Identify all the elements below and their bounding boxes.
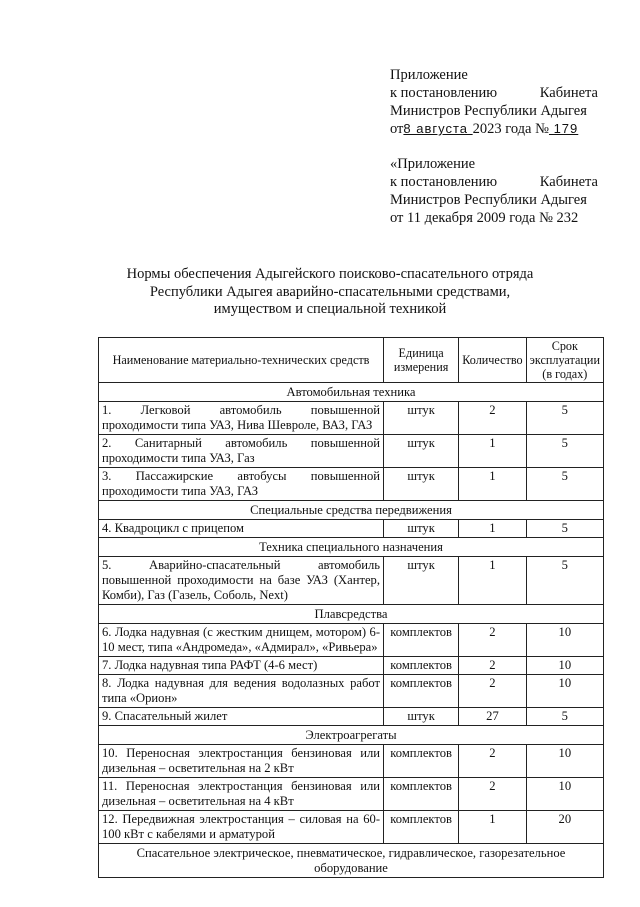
title-line-1: Нормы обеспечения Адыгейского поисково-спасательного отряда	[126, 266, 534, 282]
decree-line	[390, 84, 598, 102]
col-term-header: Срок эксплуатации (в годах)	[526, 338, 603, 383]
table-row	[99, 435, 604, 468]
item-name: 1. Легковой автомобиль повышенной проходимости типа УАЗ, Нива Шевроле, ВАЗ, ГАЗ	[99, 402, 384, 435]
item-name: 10. Переносная электростанция бензиновая или дизельная – осветительная на 2 кВт	[99, 745, 384, 778]
item-name: 2. Санитарный автомобиль повышенной проходимости типа УАЗ, Газ	[99, 435, 384, 468]
table-row	[99, 557, 604, 605]
item-service-life: 5	[526, 435, 603, 468]
item-service-life: 10	[526, 675, 603, 708]
col-name-header: Наименование материально-технических средств	[99, 338, 384, 383]
decree-label-2: к постановлению	[390, 174, 498, 190]
col-unit-header: Единица измерения	[384, 338, 459, 383]
table-row	[99, 402, 604, 435]
decree-date-line-2: от 11 декабря 2009 года № 232	[390, 210, 579, 226]
table-row	[99, 675, 604, 708]
cabinet-label-2: Кабинета	[539, 174, 598, 190]
ministers-label: Министров Республики Адыгея	[390, 103, 587, 119]
item-name: 4. Квадроцикл с прицепом	[99, 520, 384, 538]
appendix-header-current	[390, 66, 598, 138]
item-quantity: 1	[459, 468, 526, 501]
item-quantity: 2	[459, 675, 526, 708]
section-title: Электроагрегаты	[99, 726, 604, 745]
document-title	[100, 266, 560, 319]
date-prefix: от	[390, 121, 404, 137]
item-name: 5. Аварийно-спасательный автомобиль повышенной проходимости на базе УАЗ (Хантер, Комби), Газ (Газель, Соболь, Next)	[99, 557, 384, 605]
section-row	[99, 726, 604, 745]
appendix-header-original	[390, 155, 598, 227]
section-title: Спасательное электрическое, пневматическое, гидравлическое, газорезательное оборудование	[99, 844, 604, 878]
decree-label: к постановлению	[390, 85, 498, 101]
section-row	[99, 844, 604, 878]
table-row	[99, 745, 604, 778]
item-name: 11. Переносная электростанция бензиновая или дизельная – осветительная на 4 кВт	[99, 778, 384, 811]
section-row	[99, 605, 604, 624]
item-unit: комплектов	[384, 745, 459, 778]
item-quantity: 27	[459, 708, 526, 726]
item-name: 3. Пассажирские автобусы повышенной проходимости типа УАЗ, ГАЗ	[99, 468, 384, 501]
item-service-life: 5	[526, 520, 603, 538]
item-quantity: 2	[459, 657, 526, 675]
item-service-life: 5	[526, 402, 603, 435]
item-quantity: 1	[459, 557, 526, 605]
decree-date-line	[390, 120, 598, 138]
item-quantity: 2	[459, 745, 526, 778]
item-service-life: 5	[526, 708, 603, 726]
item-name: 8. Лодка надувная для ведения водолазных работ типа «Орион»	[99, 675, 384, 708]
ministers-label-2: Министров Республики Адыгея	[390, 192, 587, 208]
table-row	[99, 468, 604, 501]
appendix-label-2: «Приложение	[390, 156, 476, 172]
item-quantity: 2	[459, 778, 526, 811]
table-row	[99, 708, 604, 726]
item-unit: комплектов	[384, 778, 459, 811]
item-unit: штук	[384, 468, 459, 501]
norms-table	[98, 337, 604, 878]
item-service-life: 10	[526, 778, 603, 811]
decree-number: 179	[548, 121, 579, 136]
table-body	[99, 383, 604, 878]
item-service-life: 20	[526, 811, 603, 844]
item-name: 9. Спасательный жилет	[99, 708, 384, 726]
decree-line-2	[390, 173, 598, 191]
table-header-row	[99, 338, 604, 383]
date-middle: 2023 года №	[472, 121, 549, 137]
item-unit: комплектов	[384, 675, 459, 708]
section-title: Плавсредства	[99, 605, 604, 624]
item-unit: комплектов	[384, 657, 459, 675]
item-name: 12. Передвижная электростанция – силовая на 60-100 кВт с кабелями и арматурой	[99, 811, 384, 844]
item-unit: комплектов	[384, 624, 459, 657]
col-qty-header: Количество	[459, 338, 526, 383]
item-unit: штук	[384, 708, 459, 726]
item-service-life: 5	[526, 557, 603, 605]
section-row	[99, 501, 604, 520]
decree-date: 8 августа	[403, 121, 473, 136]
item-name: 7. Лодка надувная типа РАФТ (4-6 мест)	[99, 657, 384, 675]
cabinet-label: Кабинета	[539, 85, 598, 101]
item-quantity: 2	[459, 402, 526, 435]
table-row	[99, 657, 604, 675]
item-name: 6. Лодка надувная (с жестким днищем, мотором) 6-10 мест, типа «Андромеда», «Адмирал», «Ривьера»	[99, 624, 384, 657]
section-title: Специальные средства передвижения	[99, 501, 604, 520]
item-service-life: 10	[526, 657, 603, 675]
item-quantity: 1	[459, 520, 526, 538]
table-row	[99, 778, 604, 811]
item-service-life: 5	[526, 468, 603, 501]
section-row	[99, 383, 604, 402]
item-unit: комплектов	[384, 811, 459, 844]
title-line-3: имуществом и специальной техникой	[213, 301, 447, 317]
item-quantity: 1	[459, 811, 526, 844]
item-unit: штук	[384, 402, 459, 435]
section-title: Автомобильная техника	[99, 383, 604, 402]
table-row	[99, 811, 604, 844]
item-unit: штук	[384, 435, 459, 468]
section-row	[99, 538, 604, 557]
item-unit: штук	[384, 557, 459, 605]
table-row	[99, 624, 604, 657]
section-title: Техника специального назначения	[99, 538, 604, 557]
table-row	[99, 520, 604, 538]
appendix-label: Приложение	[390, 67, 468, 83]
item-quantity: 2	[459, 624, 526, 657]
title-line-2: Республики Адыгея аварийно-спасательными средствами,	[149, 283, 511, 300]
item-service-life: 10	[526, 745, 603, 778]
item-unit: штук	[384, 520, 459, 538]
item-service-life: 10	[526, 624, 603, 657]
item-quantity: 1	[459, 435, 526, 468]
